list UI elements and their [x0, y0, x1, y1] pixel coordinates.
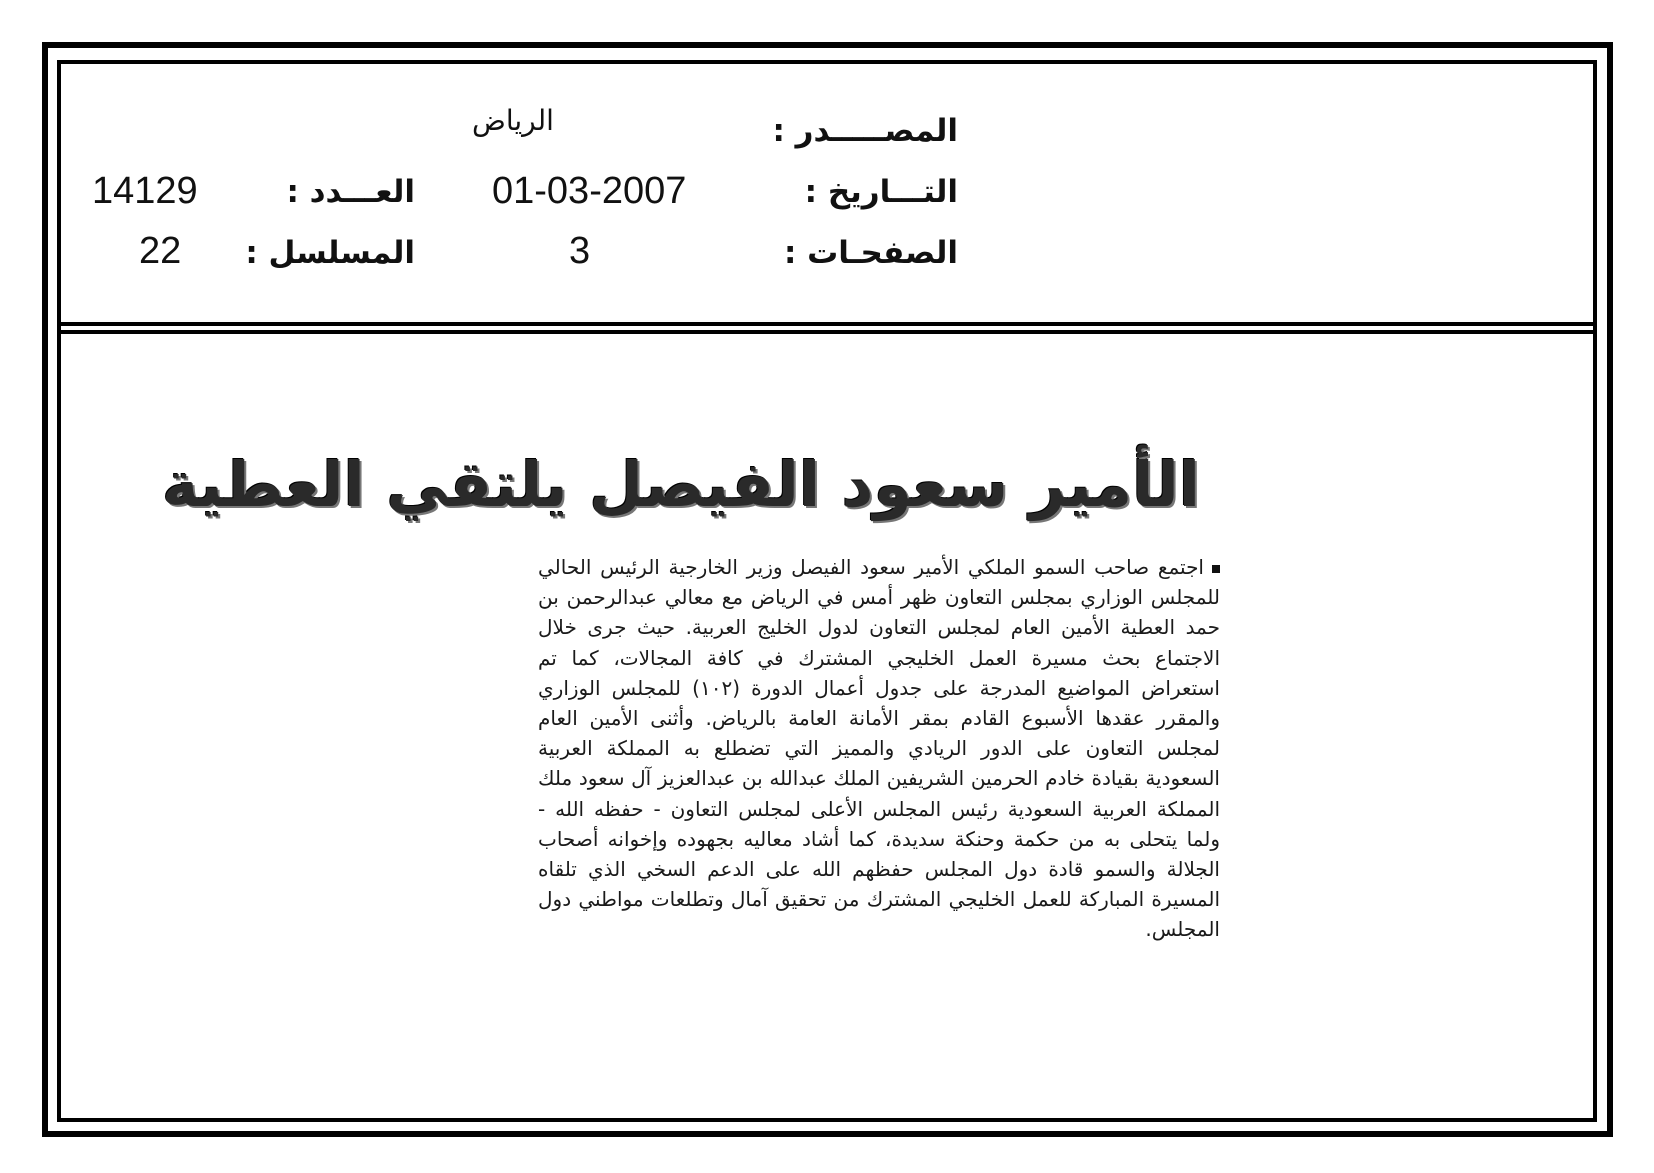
date-label: التـــاريخ : — [804, 174, 958, 210]
pages-value: 3 — [569, 230, 591, 272]
article-text: اجتمع صاحب السمو الملكي الأمير سعود الفيصل وزير الخارجية الرئيس الحالي للمجلس الوزاري بمجلس التعاون ظهر أمس في الرياض مع معالي عبدالرحمن بن حمد العطية الأمين العام لمجلس التعاون لدول الخليج العربية. حيث جرى خلال الاجتماع بحث مسيرة العمل الخليجي المشترك في كافة المجالات، كما تم استعراض المواضيع المدرجة على جدول أعمال الدورة (١٠٢) للمجلس الوزاري والمقرر عقدها الأسبوع القادم بمقر الأمانة العامة بالرياض. وأثنى الأمين العام لمجلس التعاون على الدور الريادي والمميز التي تضطلع به المملكة العربية السعودية بقيادة خادم الحرمين الشريفين الملك عبدالله بن عبدالعزيز آل سعود ملك المملكة العربية السعودية رئيس المجلس الأعلى لمجلس التعاون - حفظه الله - ولما يتحلى به من حكمة وحنكة سديدة، كما أشاد معاليه بجهوده وإخوانه أصحاب الجلالة والسمو قادة دول المجلس حفظهم الله على الدعم السخي الذي تلقاه المسيرة المباركة للعمل الخليجي المشترك من تحقيق آمال وتطلعات مواطني دول المجلس. — [538, 555, 1220, 942]
serial-value: 22 — [139, 230, 182, 272]
source-value: الرياض — [472, 104, 554, 137]
article-headline: الأمير سعود الفيصل يلتقي العطية — [161, 448, 1200, 521]
source-label: المصـــــدر : — [772, 113, 958, 149]
date-value: 01-03-2007 — [492, 170, 687, 212]
pages-label: الصفحـات : — [783, 235, 958, 271]
issue-value: 14129 — [92, 170, 198, 212]
header-divider — [57, 322, 1597, 334]
serial-label: المسلسل : — [245, 235, 415, 271]
issue-label: العـــدد : — [286, 174, 415, 210]
article-body — [538, 552, 1220, 945]
bullet-icon — [1212, 565, 1220, 573]
